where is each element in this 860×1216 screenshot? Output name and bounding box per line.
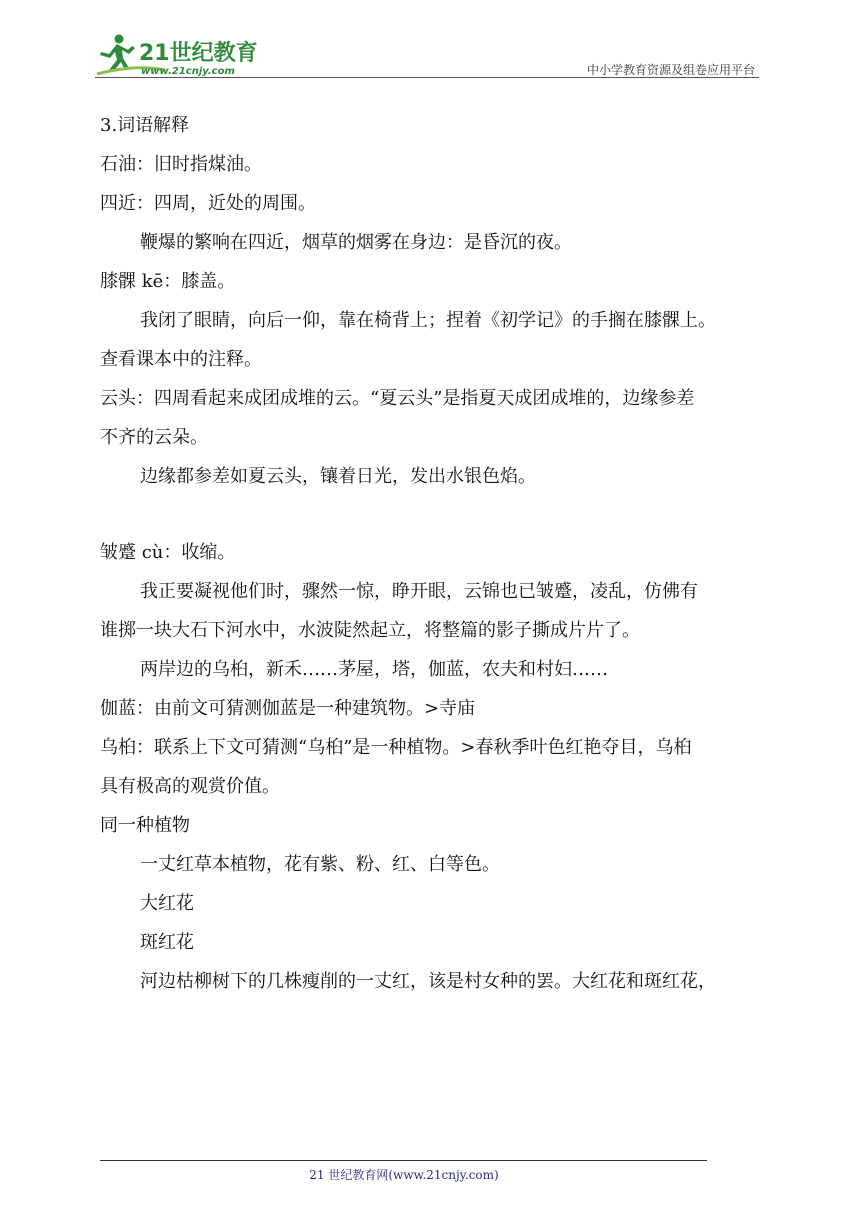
text-line: 膝髁 kē：膝盖。 [100, 271, 236, 292]
text-line: 我闭了眼睛，向后一仰，靠在椅背上；捏着《初学记》的手搁在膝髁上。 [140, 310, 716, 331]
text-line: 大红花 [140, 893, 194, 914]
logo-text: 21世纪教育 [139, 41, 258, 66]
text-line: 斑红花 [140, 932, 194, 953]
page-header [95, 30, 759, 80]
text-line: 同一种植物 [100, 815, 190, 836]
logo-url: www.21cnjy.com [141, 66, 235, 77]
blank-line [100, 496, 762, 533]
text-line: 两岸边的乌桕，新禾……茅屋，塔，伽蓝，农夫和村妇…… [140, 659, 608, 680]
text-line: 边缘都参差如夏云头，镶着日光，发出水银色焰。 [140, 466, 536, 487]
header-platform-text: 中小学教育资源及组卷应用平台 [586, 63, 755, 77]
text-line: 我正要凝视他们时，骤然一惊，睁开眼，云锦也已皱蹙，凌乱，仿佛有 [140, 581, 698, 602]
document-body [100, 106, 762, 1001]
text-line: 鞭爆的繁响在四近，烟草的烟雾在身边：是昏沉的夜。 [140, 232, 572, 253]
text-line: 具有极高的观赏价值。 [100, 776, 280, 797]
text-line: 乌桕：联系上下文可猜测“乌桕”是一种植物。>春秋季叶色红艳夺目，乌桕 [100, 737, 692, 758]
text-line: 石油：旧时指煤油。 [100, 154, 262, 175]
text-line: 3.词语解释 [100, 115, 190, 136]
text-line: 查看课本中的注释。 [100, 349, 262, 370]
header-divider [95, 77, 759, 78]
text-line: 四近：四周，近处的周围。 [100, 193, 316, 214]
text-line: 云头：四周看起来成团成堆的云。“夏云头”是指夏天成团成堆的，边缘参差 [100, 388, 695, 409]
text-line: 不齐的云朵。 [100, 427, 208, 448]
text-line: 河边枯柳树下的几株瘦削的一丈红，该是村女种的罢。大红花和斑红花， [140, 971, 716, 992]
footer-text: 21 世纪教育网(www.21cnjy.com) [309, 1168, 499, 1182]
text-line: 谁掷一块大石下河水中，水波陡然起立，将整篇的影子撕成片片了。 [100, 620, 640, 641]
text-line: 一丈红草本植物，花有紫、粉、红、白等色。 [140, 854, 500, 875]
logo-icon [95, 30, 265, 78]
text-line: 皱蹙 cù：收缩。 [100, 542, 236, 563]
footer-divider [100, 1160, 707, 1161]
text-line: 伽蓝：由前文可猜测伽蓝是一种建筑物。>寺庙 [100, 698, 476, 719]
